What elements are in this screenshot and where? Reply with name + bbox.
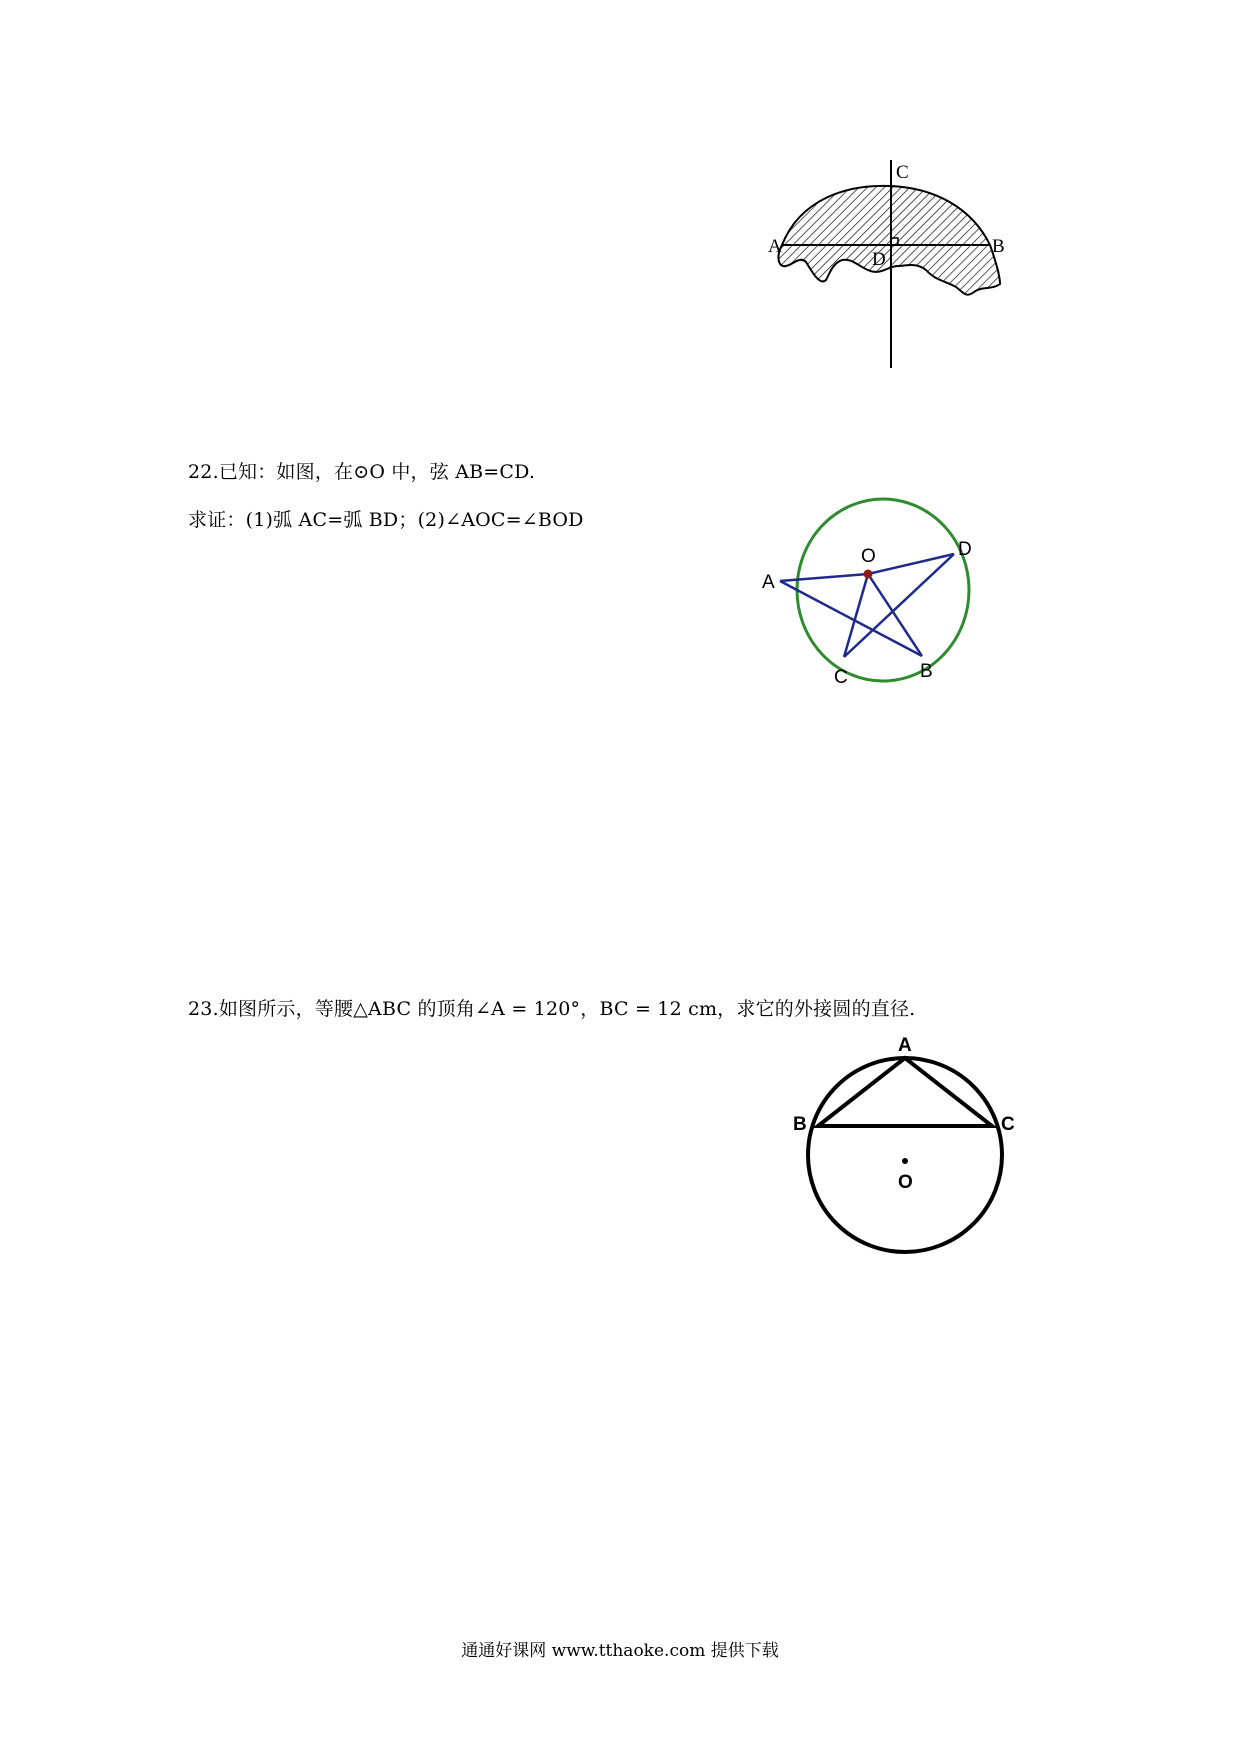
triangle-abc bbox=[818, 1058, 992, 1126]
radius-ob bbox=[868, 574, 922, 656]
radius-oa bbox=[780, 574, 868, 581]
label-c: C bbox=[1001, 1114, 1015, 1135]
question-22-line-2: 求证：(1)弧 AC=弧 BD；(2)∠AOC=∠BOD bbox=[188, 509, 584, 531]
question-22-line-1: 22.已知：如图，在⊙O 中，弦 AB=CD. bbox=[188, 461, 536, 483]
center-point-o bbox=[864, 570, 873, 579]
question-23-line-1: 23.如图所示，等腰△ABC 的顶角∠A = 120°，BC = 12 cm，求它的外接圆的直径. bbox=[188, 998, 916, 1020]
label-o: O bbox=[898, 1172, 913, 1193]
shaded-fragment bbox=[779, 186, 1000, 295]
center-point-o bbox=[902, 1158, 908, 1164]
circle-o bbox=[797, 499, 969, 681]
figure-circumscribed-triangle bbox=[780, 1030, 1040, 1260]
label-c: C bbox=[834, 667, 848, 688]
label-b: B bbox=[992, 236, 1005, 257]
radius-od bbox=[868, 554, 954, 574]
label-a: A bbox=[762, 572, 775, 593]
footer-source: 通通好课网 www.tthaoke.com 提供下载 bbox=[461, 1641, 779, 1661]
label-c: C bbox=[896, 162, 909, 183]
label-d: D bbox=[872, 249, 886, 270]
label-b: B bbox=[920, 661, 933, 682]
figure-circle-chords bbox=[750, 475, 980, 700]
label-a: A bbox=[898, 1035, 912, 1056]
label-a: A bbox=[768, 236, 782, 257]
label-d: D bbox=[958, 539, 972, 560]
label-b: B bbox=[793, 1114, 807, 1135]
label-o: O bbox=[861, 546, 876, 567]
circumcircle bbox=[808, 1058, 1002, 1252]
chord-cd bbox=[844, 554, 954, 657]
figure-broken-circle bbox=[760, 150, 1020, 380]
